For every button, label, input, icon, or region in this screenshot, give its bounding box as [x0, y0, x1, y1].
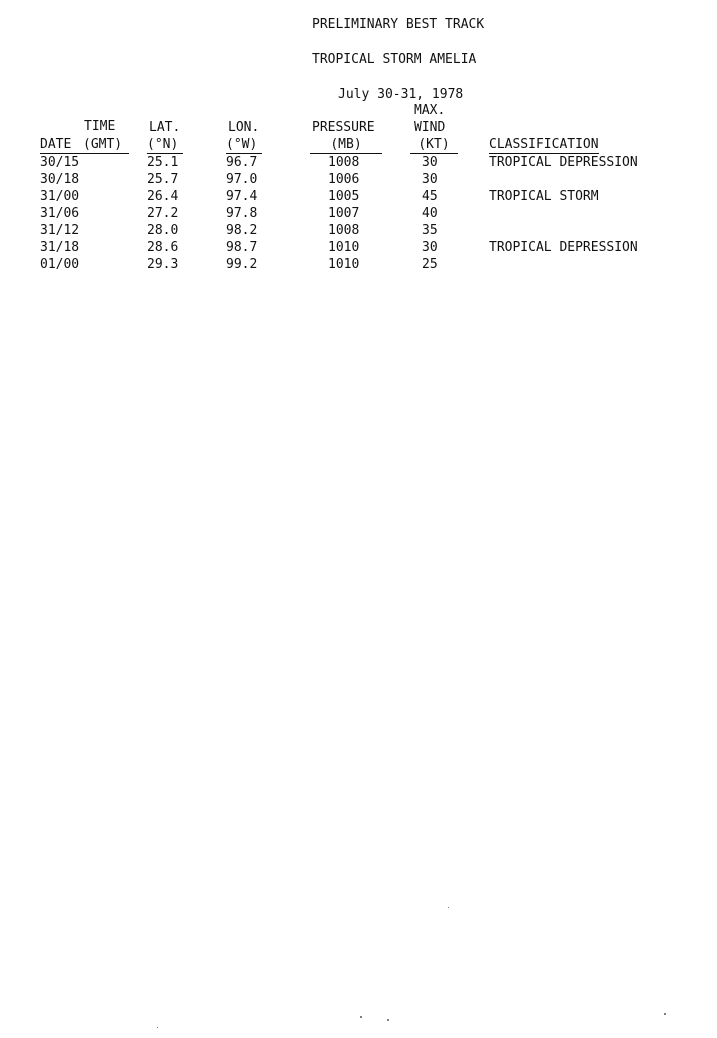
header-date: DATE	[40, 136, 80, 154]
cell-lon: 98.7	[226, 240, 258, 255]
cell-classification: TROPICAL STORM	[489, 189, 599, 204]
cell-wind: 30	[422, 155, 438, 170]
cell-lat: 26.4	[147, 189, 179, 204]
header-classification: CLASSIFICATION	[489, 137, 599, 152]
cell-classification: TROPICAL DEPRESSION	[489, 155, 638, 170]
cell-lon: 99.2	[226, 257, 258, 272]
header-gmt: (GMT)	[80, 136, 129, 154]
cell-lat: 25.1	[147, 155, 179, 170]
cell-wind: 25	[422, 257, 438, 272]
cell-date: 30/18	[40, 172, 80, 187]
table-row	[0, 171, 717, 188]
header-wind-unit: (KT)	[410, 136, 458, 154]
header-max: MAX.	[414, 103, 446, 118]
header-lat-unit: (°N)	[147, 136, 183, 154]
cell-lon: 96.7	[226, 155, 258, 170]
scan-speck	[387, 1019, 389, 1021]
storm-name: TROPICAL STORM AMELIA	[312, 52, 477, 67]
cell-date: 31/06	[40, 206, 80, 221]
header-lon-unit: (°W)	[226, 136, 262, 154]
cell-lat: 25.7	[147, 172, 179, 187]
cell-wind: 35	[422, 223, 438, 238]
cell-lon: 97.8	[226, 206, 258, 221]
header-lon: LON.	[228, 120, 260, 135]
scan-speck	[360, 1016, 362, 1018]
cell-pressure: 1010	[328, 257, 360, 272]
cell-date: 31/12	[40, 223, 80, 238]
document-title: PRELIMINARY BEST TRACK	[312, 17, 485, 32]
table-row	[0, 188, 717, 205]
cell-wind: 30	[422, 240, 438, 255]
cell-wind: 45	[422, 189, 438, 204]
cell-wind: 30	[422, 172, 438, 187]
cell-lat: 28.6	[147, 240, 179, 255]
cell-wind: 40	[422, 206, 438, 221]
cell-pressure: 1008	[328, 223, 360, 238]
header-pressure: PRESSURE	[312, 120, 375, 135]
cell-pressure: 1005	[328, 189, 360, 204]
cell-lon: 98.2	[226, 223, 258, 238]
header-lat: LAT.	[149, 120, 181, 135]
cell-date: 30/15	[40, 155, 80, 170]
scan-speck	[664, 1013, 666, 1015]
cell-pressure: 1008	[328, 155, 360, 170]
header-wind: WIND	[414, 120, 446, 135]
cell-lon: 97.4	[226, 189, 258, 204]
cell-pressure: 1006	[328, 172, 360, 187]
cell-lat: 28.0	[147, 223, 179, 238]
scan-speck	[448, 907, 449, 908]
cell-date: 31/18	[40, 240, 80, 255]
scan-speck	[157, 1027, 158, 1028]
table-row	[0, 239, 717, 256]
table-row	[0, 154, 717, 171]
cell-classification: TROPICAL DEPRESSION	[489, 240, 638, 255]
table-row	[0, 205, 717, 222]
cell-lat: 27.2	[147, 206, 179, 221]
header-pressure-unit: (MB)	[310, 136, 382, 154]
table-row	[0, 256, 717, 273]
cell-date: 31/00	[40, 189, 80, 204]
table-row	[0, 222, 717, 239]
cell-date: 01/00	[40, 257, 80, 272]
cell-lon: 97.0	[226, 172, 258, 187]
cell-lat: 29.3	[147, 257, 179, 272]
header-time: TIME	[84, 119, 116, 134]
cell-pressure: 1007	[328, 206, 360, 221]
cell-pressure: 1010	[328, 240, 360, 255]
date-range: July 30-31, 1978	[338, 87, 464, 102]
